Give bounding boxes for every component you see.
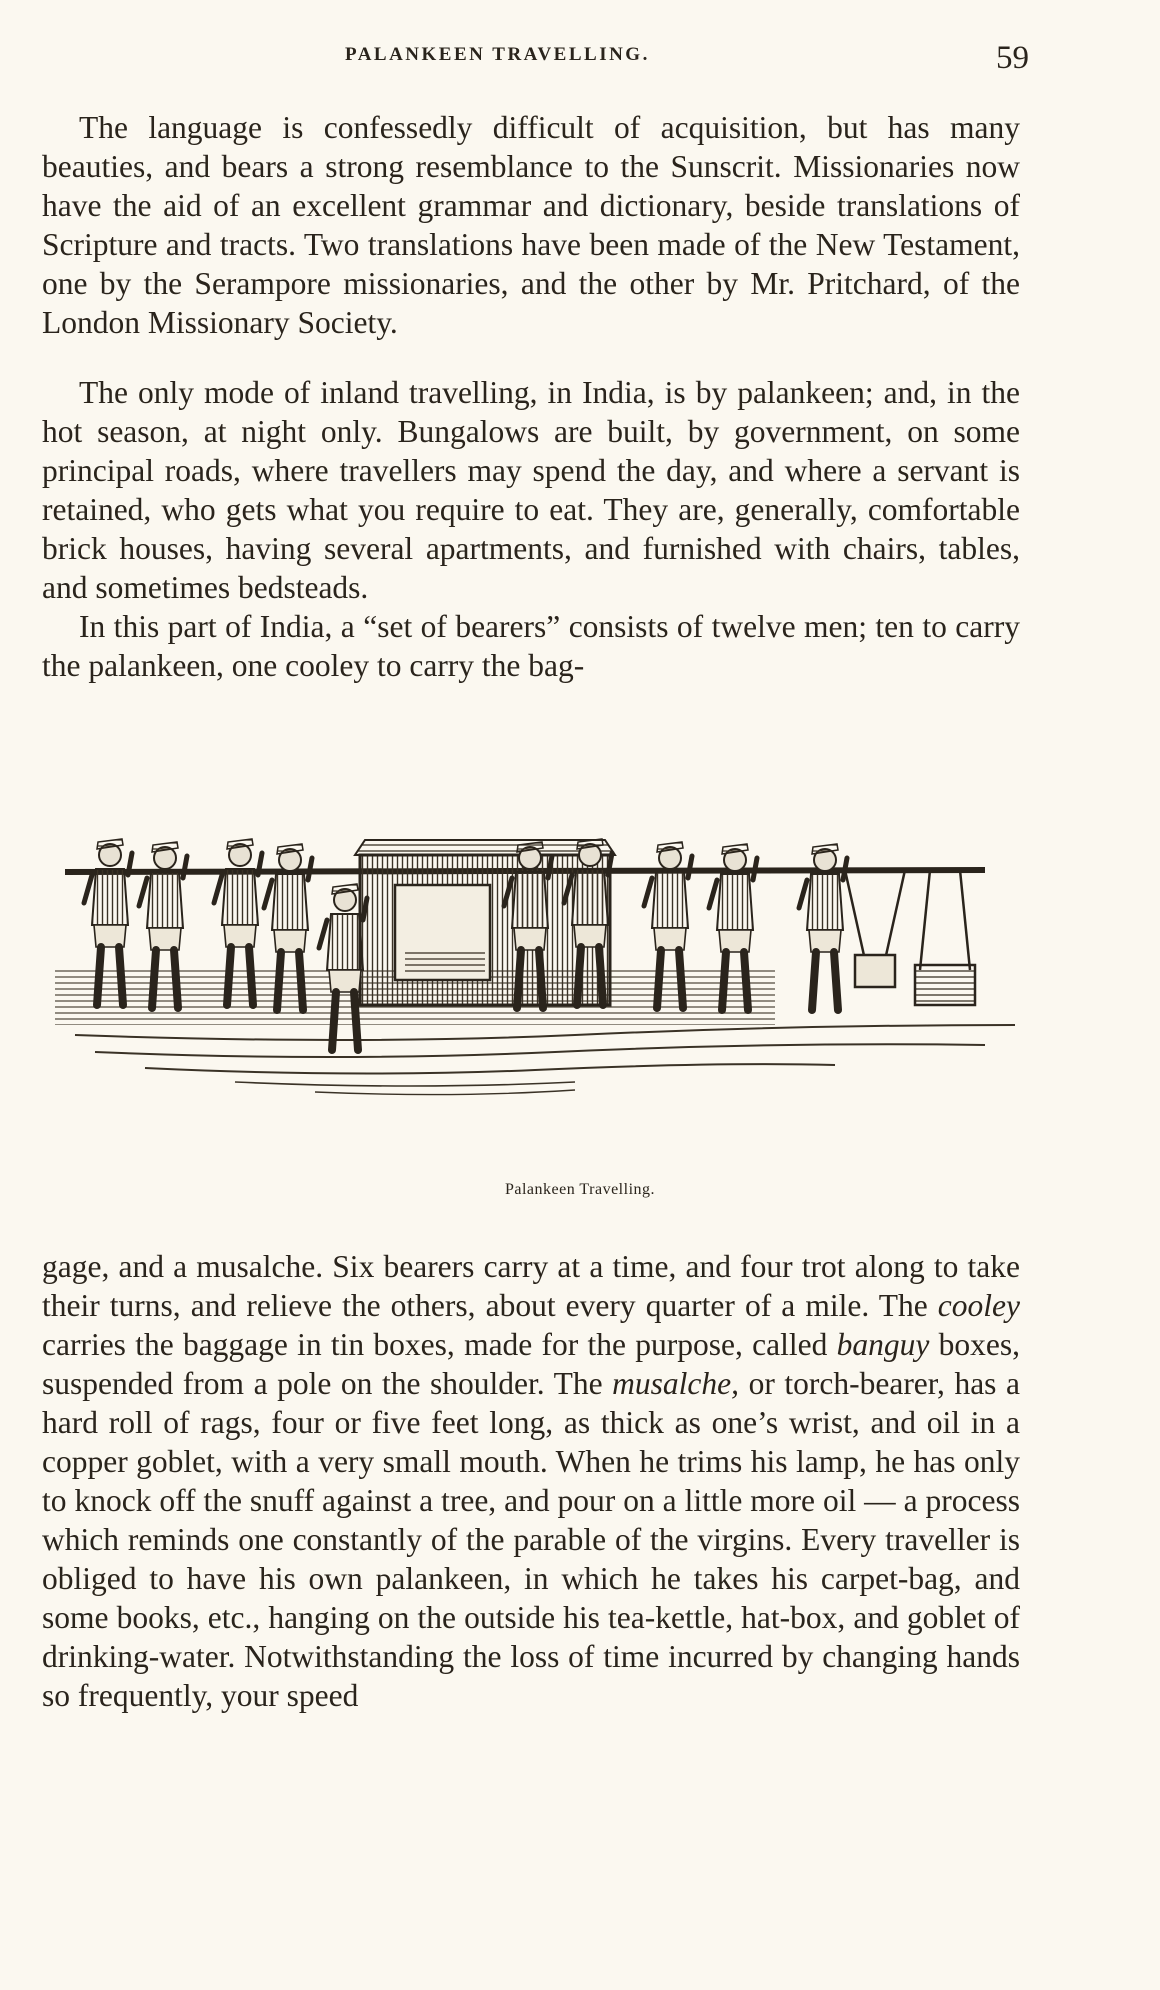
woodcut-engraving xyxy=(55,830,1015,1175)
paragraph-travelling: The only mode of inland travelling, in India, is by palankeen; and, in the hot season, at night only. Bungalows are built, by government, on some principal roads, where travellers may spend the day, and where a servant is retained, who gets what you require to eat. They are, generally, comfortable brick houses, having several apartments, and furnished with chairs, tables, and sometimes bedsteads. xyxy=(42,375,1020,605)
running-title: PALANKEEN TRAVELLING. xyxy=(345,44,650,65)
term-musalche: musalche, xyxy=(612,1366,740,1401)
term-cooley: cooley xyxy=(937,1288,1020,1323)
page-number: 59 xyxy=(996,40,1029,76)
term-banguy: banguy xyxy=(836,1327,930,1362)
palankeen-illustration xyxy=(55,830,1015,1175)
continuation-text-4: or torch-bearer, has a hard roll of rags, four or five feet long, as thick as one’s wrist, and oil in a copper goblet, with a very small mouth. When he trims his lamp, he has only to knock off the snuff against a tree, and pour on a little more oil — a process which reminds one constantly of the parable of the virgins. Every traveller is obliged to have his own palankeen, in which he takes his carpet-bag, and some books, etc., hanging on the outside his tea-kettle, hat-box, and goblet of drinking-water. Notwithstanding the loss of time incurred by changing hands so frequently, your speed xyxy=(42,1366,1020,1713)
paragraph-continuation xyxy=(42,1247,1020,1715)
figure-caption: Palankeen Travelling. xyxy=(504,1181,656,1198)
continuation-text-3: boxes, suspended from a pole on the shoulder. The xyxy=(42,1327,1020,1401)
continuation-text-2: carries the baggage in tin boxes, made for the purpose, called xyxy=(42,1327,837,1362)
text-block-bottom xyxy=(42,1247,1020,1715)
paragraph-language: The language is confessedly difficult of acquisition, but has many beauties, and bears a strong resemblance to the Sunscrit. Missionaries now have the aid of an excellent grammar and dictionary, beside translations of Scripture and tracts. Two translations have been made of the New Testament, one by the Serampore missionaries, and the other by Mr. Pritchard, of the London Missionary Society. xyxy=(42,110,1020,340)
continuation-text-1: gage, and a musalche. Six bearers carry at a time, and four trot along to take their turns, and relieve the others, about every quarter of a mile. The xyxy=(42,1249,1020,1323)
text-block-top xyxy=(42,108,1020,685)
paragraph-bearers: In this part of India, a “set of bearers” consists of twelve men; ten to carry the palankeen, one cooley to carry the bag- xyxy=(42,609,1020,683)
